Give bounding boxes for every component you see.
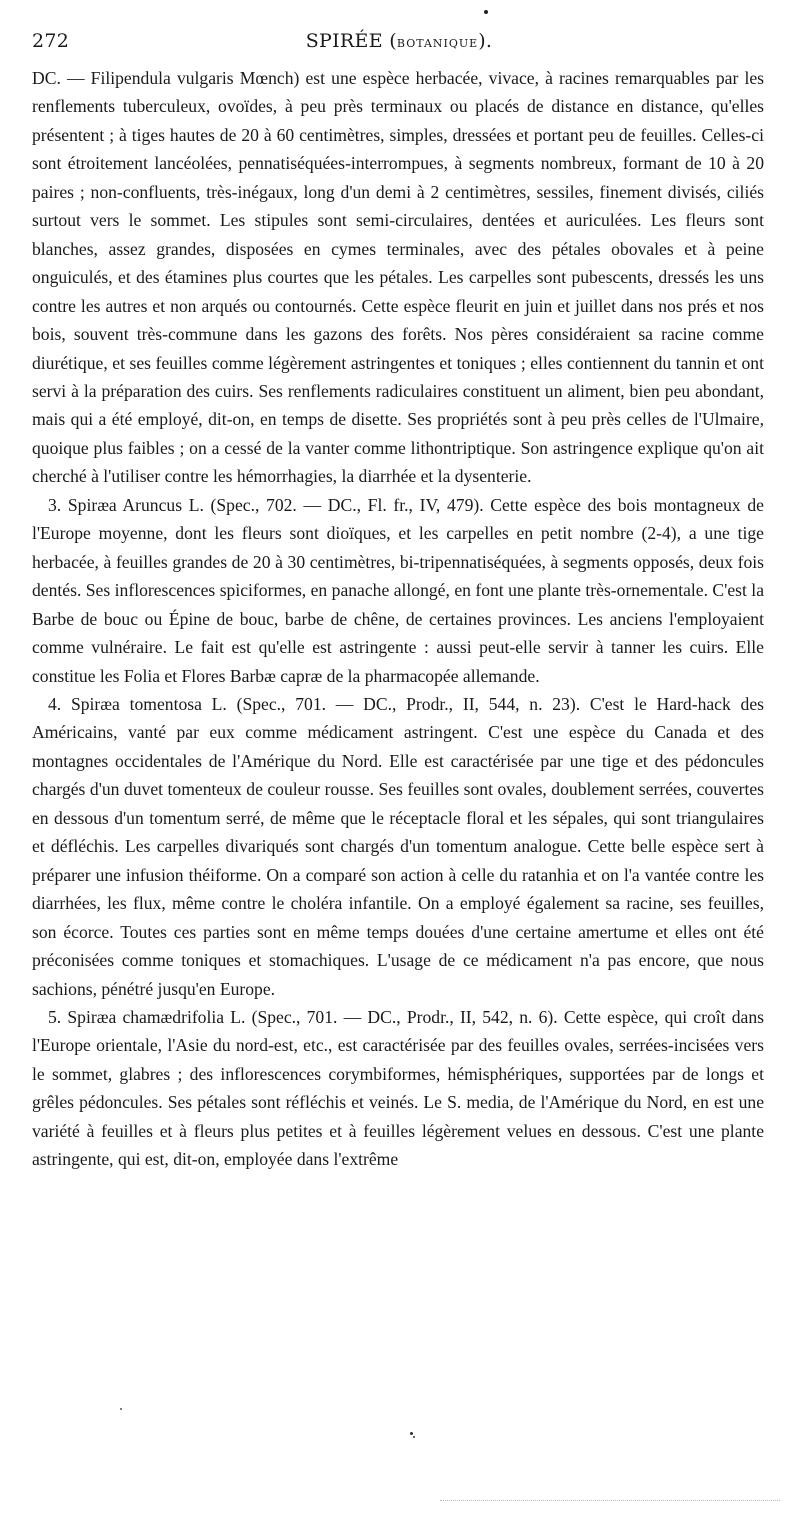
page-number: 272 bbox=[32, 30, 70, 52]
print-speck bbox=[410, 1432, 416, 1438]
running-title-subject: botanique bbox=[396, 33, 479, 51]
paragraph-spiraea-tomentosa: 4. Spiræa tomentosa L. (Spec., 701. — DC., Prodr., II, 544, n. 23). C'est le Hard-hack des Américains, vanté par eux comme médicament astringent. C'est une espèce du Canada et des montagnes occidentales de l'Amérique du Nord. Elle est caractérisée par une tige et des pédoncules chargés d'un duvet tomenteux de couleur rousse. Ses feuilles sont ovales, doublement serrées, couvertes en dessous d'un tomentum serré, de même que le réceptacle floral et les sépales, qui sont triangulaires et défléchis. Les carpelles divariqués sont chargés d'un tomentum analogue. Cette belle espèce sert à préparer une infusion théiforme. On a comparé son action à celle du ratanhia et on l'a vantée contre les diarrhées, les flux, même contre le choléra infantile. On a employé également sa racine, ses feuilles, son écorce. Toutes ces parties sont en même temps douées d'une certaine amertume et elles ont été préconisées comme toniques et stomachiques. L'usage de ce médicament n'a pas encore, que nous sachions, pénétré jusqu'en Europe. bbox=[32, 693, 764, 999]
page-body bbox=[32, 64, 764, 1174]
faint-bleed-through bbox=[440, 1500, 780, 1502]
running-title-main: SPIRÉE ( bbox=[305, 30, 397, 52]
paragraph-filipendula: DC. — Filipendula vulgaris Mœnch) est une espèce herbacée, vivace, à racines remarquables par les renflements tuberculeux, ovoïdes, à peu près terminaux ou placés de distance en distance, qu'elles présentent ; à tiges hautes de 20 à 60 centimètres, simples, dressées et portant peu de feuilles. Celles-ci sont étroitement lancéolées, pennatiséquées-interrompues, à segments nombreux, formant de 10 à 20 paires ; non-confluents, très-inégaux, long d'un demi à 2 centimètres, sessiles, finement divisés, ciliés surtout vers le sommet. Les stipules sont semi-circulaires, dentées et auriculées. Les fleurs sont blanches, assez grandes, disposées en cymes terminales, avec des pétales obovales et à peine onguiculés, et des étamines plus courtes que les pétales. Les carpelles sont pubescents, dressés les uns contre les autres et non arqués ou contournés. Cette espèce fleurit en juin et juillet dans nos prés et nos bois, souvent très-commune dans les gazons des forêts. Nos pères considéraient sa racine comme diurétique, et ses feuilles comme légèrement astringentes et toniques ; elles contiennent du tannin et ont servi à la préparation des cuirs. Ses renflements radiculaires constituent un aliment, bien peu abondant, mais qui a été employé, dit-on, en temps de disette. Ses propriétés sont à peu près celles de l'Ulmaire, quoique plus faibles ; on a cessé de la vanter comme lithontriptique. Son astringence explique qu'on ait cherché à l'utiliser contre les hémorrhagies, la diarrhée et la dysenterie. bbox=[32, 68, 764, 487]
running-title-end: ). bbox=[478, 30, 493, 52]
paragraph-spiraea-aruncus: 3. Spiræa Aruncus L. (Spec., 702. — DC., Fl. fr., IV, 479). Cette espèce des bois montagneux de l'Europe moyenne, dont les fleurs sont dioïques, et les carpelles en petit nombre (2-4), a une tige herbacée, à feuilles grandes de 20 à 30 centimètres, bi-tripennatiséquées, à segments opposés, deux fois dentés. Ses inflorescences spiciformes, en panache allongé, en font une plante très-ornementale. C'est la Barbe de bouc ou Épine de bouc, barbe de chêne, de certaines provinces. Les anciens l'employaient comme vulnéraire. Le fait est qu'elle est astringente : aussi peut-elle servir à tanner les cuirs. Elle constitue les Folia et Flores Barbæ capræ de la pharmacopée allemande. bbox=[32, 494, 764, 686]
page-header bbox=[32, 30, 766, 56]
print-speck bbox=[120, 1408, 122, 1410]
print-speck bbox=[484, 10, 488, 14]
paragraph-spiraea-chamaedrifolia: 5. Spiræa chamædrifolia L. (Spec., 701. — DC., Prodr., II, 542, n. 6). Cette espèce, qui croît dans l'Europe orientale, l'Asie du nord-est, etc., est caractérisée par des feuilles ovales, serrées-incisées vers le sommet, glabres ; des inflorescences corymbiformes, hémisphériques, supportées par de longs et grêles pédoncules. Ses pétales sont réfléchis et veinés. Le S. media, de l'Amérique du Nord, en est une variété à feuilles et à fleurs plus petites et à feuilles légèrement velues en dessous. C'est une plante astringente, qui est, dit-on, employée dans l'extrême bbox=[32, 1006, 764, 1170]
running-title bbox=[32, 30, 766, 52]
